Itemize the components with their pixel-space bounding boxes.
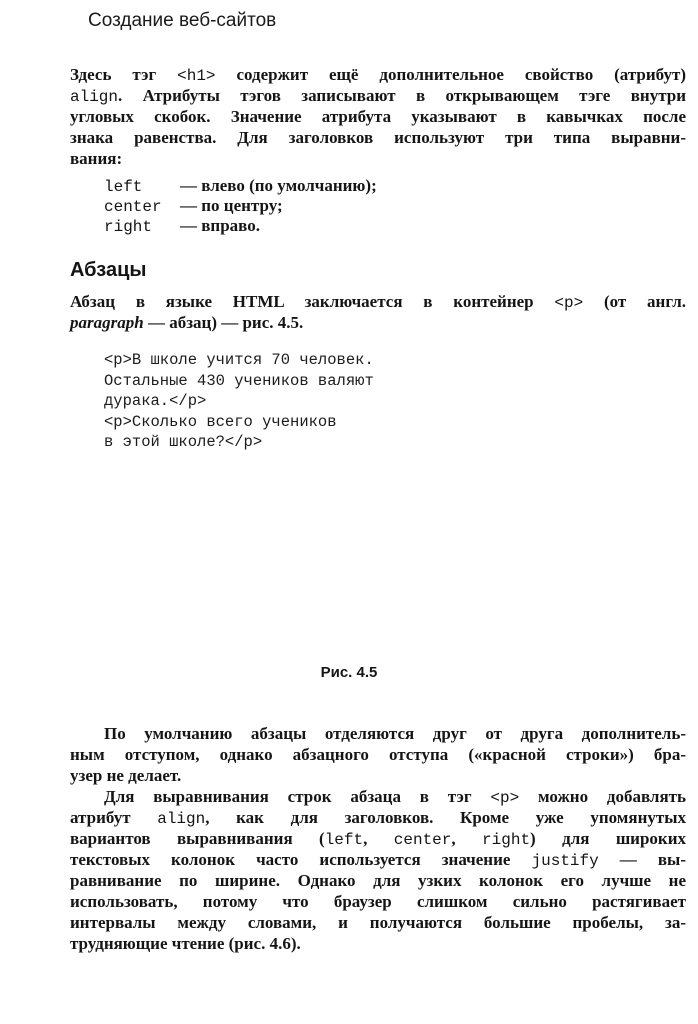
inline-code: <p> — [554, 294, 584, 312]
list-item — [104, 176, 377, 196]
list-item — [104, 196, 377, 216]
list-description: — вправо. — [180, 216, 260, 235]
text-line: ным отступом, однако абзацного отступа («красной строки») бра- — [70, 745, 686, 764]
list-item — [104, 216, 377, 236]
text-line — [70, 291, 686, 312]
text-run: — вы- — [598, 850, 686, 869]
text-run: Для выравнивания строк абзаца в тэг — [104, 787, 491, 806]
text-line — [70, 312, 686, 333]
text-line — [70, 849, 686, 870]
italic-term: paragraph — [70, 313, 144, 332]
text-run: Абзац в языке HTML заключается в контейнер — [70, 292, 555, 311]
list-description: — влево (по умолчанию); — [180, 176, 377, 195]
text-line: трудняющие чтение (рис. 4.6). — [70, 934, 301, 953]
text-line: угловых скобок. Значение атрибута указывают в кавычках после — [70, 107, 686, 126]
text-run: можно добавлять — [519, 787, 687, 806]
code-example — [104, 350, 374, 453]
text-run: текстовых колонок часто используется значение — [70, 850, 532, 869]
paragraph-default-spacing — [70, 723, 686, 786]
list-description: — по центру; — [180, 196, 283, 215]
inline-code: left — [324, 831, 364, 849]
inline-code: <p> — [490, 789, 520, 807]
inline-code: center — [393, 831, 452, 849]
paragraph-p-container — [70, 291, 686, 333]
text-run: содержит ещё дополнительное свойство (атрибут) — [215, 65, 687, 84]
text-run: атрибут — [70, 808, 158, 827]
text-run: , — [363, 829, 394, 848]
section-heading: Абзацы — [70, 259, 147, 281]
text-run: — абзац) — рис. 4.5. — [143, 313, 304, 332]
text-line — [70, 786, 686, 807]
text-line — [70, 828, 686, 849]
inline-code: <h1> — [177, 67, 216, 85]
text-line: По умолчанию абзацы отделяются друг от друга дополнитель- — [104, 724, 686, 743]
code-line: <p>В школе учится 70 человек. — [104, 351, 374, 369]
list-keyword: left — [104, 178, 143, 196]
inline-code: right — [482, 831, 531, 849]
list-keyword: center — [104, 198, 162, 216]
inline-code: align — [157, 810, 206, 828]
alignment-values-list — [104, 176, 377, 236]
code-line: в этой школе?</p> — [104, 433, 263, 451]
text-line: узер не делает. — [70, 766, 182, 785]
text-line: использовать, потому что браузер слишком сильно растягивает — [70, 892, 686, 911]
text-run: . Атрибуты тэгов записывают в открывающем тэге внутри — [118, 86, 686, 105]
paragraph-attribute-intro — [70, 64, 686, 169]
code-line: <p>Сколько всего учеников — [104, 412, 337, 431]
list-keyword: right — [104, 218, 153, 236]
text-run: вариантов выравнивания ( — [70, 829, 325, 848]
text-line — [70, 85, 686, 106]
running-head: Создание веб-сайтов — [88, 10, 277, 31]
text-line: вания: — [70, 149, 123, 168]
text-line: знака равенства. Для заголовков используют три типа выравни- — [70, 128, 686, 147]
code-line: дурака.</p> — [104, 392, 207, 410]
text-run: , — [451, 829, 483, 848]
inline-code: justify — [531, 852, 599, 870]
text-line: равнивание по ширине. Однако для узких колонок его лучше не — [70, 871, 686, 890]
text-run: (от англ. — [583, 292, 686, 311]
figure-caption: Рис. 4.5 — [320, 664, 378, 681]
text-run: ) для широких — [530, 829, 687, 848]
inline-code: align — [70, 88, 119, 106]
text-run: , как для заголовков. Кроме уже упомянутых — [205, 808, 686, 827]
text-run: Здесь тэг — [70, 65, 178, 84]
text-line: интервалы между словами, и получаются большие пробелы, за- — [70, 913, 686, 932]
paragraph-align-attribute — [70, 786, 686, 954]
text-line — [70, 64, 686, 85]
code-line: Остальные 430 учеников валяют — [104, 371, 374, 390]
text-line — [70, 807, 686, 828]
